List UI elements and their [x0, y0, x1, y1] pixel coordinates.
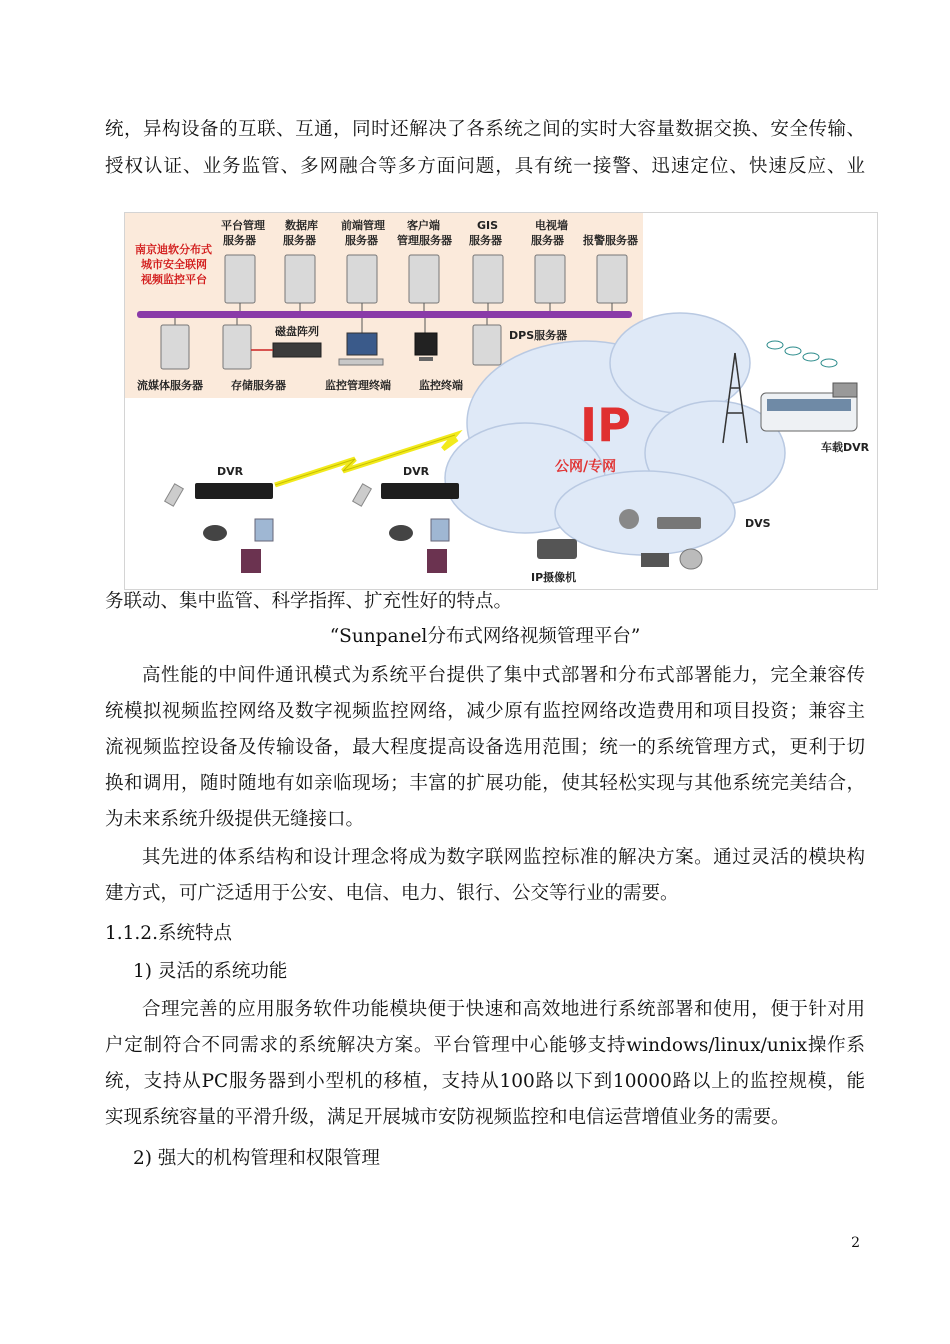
dvr-label: DVR: [403, 465, 430, 478]
server-label: 前端管理: [341, 219, 385, 232]
ip-camera-label: IP摄像机: [531, 571, 577, 584]
text-line: 换和调用，随时随地有如亲临现场；丰富的扩展功能，使其轻松实现与其他系统完美结合，: [105, 773, 865, 794]
server-icon: [223, 325, 251, 369]
camera-icon: [833, 383, 857, 397]
bottom-label: 流媒体服务器: [137, 379, 203, 392]
text-line: 高性能的中间件通讯模式为系统平台提供了集中式部署和分布式部署能力，完全兼容传: [142, 665, 865, 686]
dvs-icon: [657, 517, 701, 529]
vehicle-dvr-label: 车载DVR: [821, 441, 870, 454]
disk-array-label: 磁盘阵列: [275, 325, 319, 338]
text-line: 统模拟视频监控网络及数字视频监控网络，减少原有监控网络改造费用和项目投资；兼容主: [105, 701, 865, 722]
server-icon: [161, 325, 189, 369]
cloud-main-label: IP: [580, 398, 631, 452]
dvr-label: DVR: [217, 465, 244, 478]
server-label: 服务器: [283, 234, 316, 247]
server-icon: [285, 255, 315, 303]
bus-icon: [761, 393, 857, 431]
server-label: 报警服务器: [583, 234, 638, 247]
list-item: 2) 强大的机构管理和权限管理: [133, 1148, 380, 1169]
server-icon: [473, 325, 501, 365]
text-line: 统，异构设备的互联、互通，同时还解决了各系统之间的实时大容量数据交换、安全传输、: [105, 119, 865, 140]
camera-icon: [641, 553, 669, 567]
server-label: 服务器: [531, 234, 564, 247]
text-line: 合理完善的应用服务软件功能模块便于快速和高效地进行系统部署和使用，便于针对用: [142, 999, 865, 1020]
server-icon: [473, 255, 503, 303]
server-icon: [347, 255, 377, 303]
text-line: 务联动、集中监管、科学指挥、扩充性好的特点。: [105, 591, 513, 612]
sensor-icon: [431, 519, 449, 541]
server-label: 服务器: [223, 234, 256, 247]
platform-title-line: 城市安全联网: [141, 258, 207, 271]
platform-title-line: 视频监控平台: [141, 273, 207, 286]
text-line: 为未来系统升级提供无缝接口。: [105, 809, 365, 830]
dvs-label: DVS: [745, 517, 771, 530]
signal-waves-icon: [767, 341, 837, 367]
server-label: 服务器: [469, 234, 502, 247]
bottom-label: 监控终端: [419, 379, 463, 392]
disk-array-icon: [273, 343, 321, 357]
bottom-label: 监控管理终端: [325, 379, 391, 392]
sensor-icon: [255, 519, 273, 541]
dome-camera-icon: [203, 525, 227, 541]
network-bus: [137, 311, 632, 318]
platform-title-line: 南京迪软分布式: [135, 243, 212, 256]
wireless-link-icon: [275, 435, 457, 485]
door-icon: [241, 549, 261, 573]
server-label: 客户端: [407, 219, 440, 232]
ip-camera-icon: [537, 539, 577, 559]
dvr-icon: [195, 483, 273, 499]
server-label: GIS: [477, 219, 499, 232]
network-architecture-figure: [124, 212, 878, 590]
server-icon: [535, 255, 565, 303]
server-icon: [225, 255, 255, 303]
server-label: 数据库: [285, 219, 318, 232]
server-label: 服务器: [345, 234, 378, 247]
text-line: 统，支持从PC服务器到小型机的移植，支持从100路以下到10000路以上的监控规模，能: [105, 1071, 865, 1092]
text-line: 建方式，可广泛适用于公安、电信、电力、银行、公交等行业的需要。: [105, 883, 679, 904]
dome-camera-icon: [680, 549, 702, 569]
text-line: 户定制符合不同需求的系统解决方案。平台管理中心能够支持windows/linux/unix操作系: [105, 1035, 865, 1056]
dvr-icon: [381, 483, 459, 499]
server-icon: [597, 255, 627, 303]
text-line: 实现系统容量的平滑升级，满足开展城市安防视频监控和电信运营增值业务的需要。: [105, 1107, 790, 1128]
section-heading: 1.1.2.系统特点: [105, 923, 232, 944]
dps-server-label: DPS服务器: [509, 329, 568, 342]
dome-camera-icon: [389, 525, 413, 541]
server-label: 电视墙: [535, 219, 568, 232]
figure-caption: “Sunpanel分布式网络视频管理平台”: [329, 626, 641, 647]
satellite-dish-icon: [619, 509, 639, 529]
bottom-label: 存储服务器: [231, 379, 286, 392]
page-number: 2: [851, 1235, 860, 1251]
server-icon: [409, 255, 439, 303]
text-line: 授权认证、业务监管、多网融合等多方面问题，具有统一接警、迅速定位、快速反应、业: [105, 156, 865, 177]
text-line: 其先进的体系结构和设计理念将成为数字联网监控标准的解决方案。通过灵活的模块构: [142, 847, 865, 868]
cloud-sub-label: 公网/专网: [555, 459, 617, 475]
text-line: 流视频监控设备及传输设备，最大程度提高设备选用范围；统一的系统管理方式，更利于切: [105, 737, 865, 758]
server-label: 管理服务器: [397, 234, 452, 247]
door-icon: [427, 549, 447, 573]
server-label: 平台管理: [221, 219, 265, 232]
list-item: 1) 灵活的系统功能: [133, 961, 288, 982]
